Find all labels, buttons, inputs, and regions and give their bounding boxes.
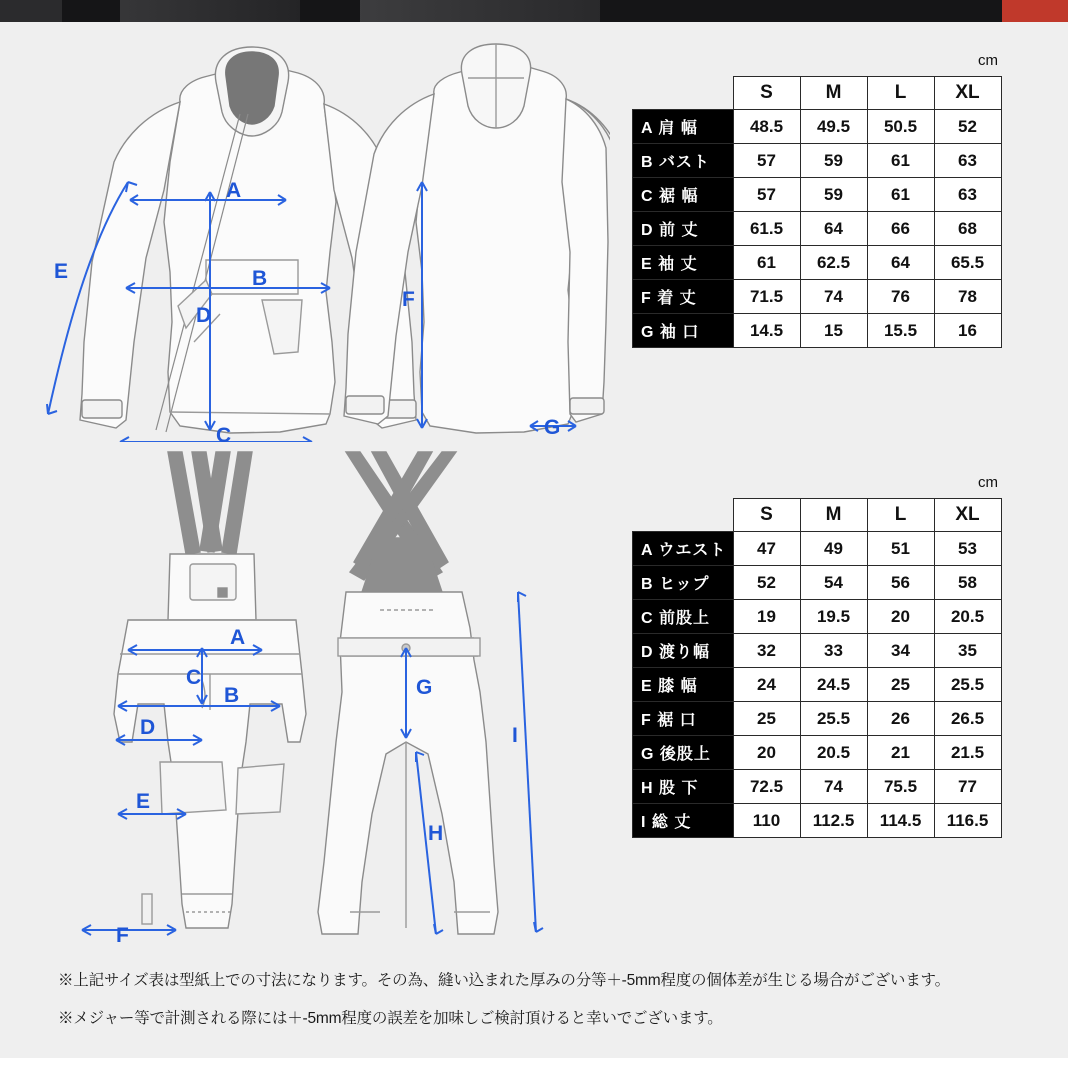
pants-b-l: 56 bbox=[867, 566, 934, 600]
pants-label-C: C bbox=[186, 666, 202, 689]
jacket-a-m: 49.5 bbox=[800, 110, 867, 144]
jacket-c-l: 61 bbox=[867, 178, 934, 212]
pants-f-xl: 26.5 bbox=[934, 702, 1001, 736]
pants-label-G: G bbox=[416, 676, 433, 699]
pants-a-l: 51 bbox=[867, 532, 934, 566]
photo-right-edge bbox=[1002, 0, 1068, 22]
jacket-table-header-row bbox=[633, 77, 1002, 110]
pants-i-xl: 116.5 bbox=[934, 804, 1001, 838]
table-row bbox=[633, 532, 1002, 566]
pants-c-xl: 20.5 bbox=[934, 600, 1001, 634]
jacket-e-m: 62.5 bbox=[800, 246, 867, 280]
pants-d-xl: 35 bbox=[934, 634, 1001, 668]
jacket-row-label-d: D 前 丈 bbox=[633, 212, 734, 246]
pants-b-xl: 58 bbox=[934, 566, 1001, 600]
pants-d-l: 34 bbox=[867, 634, 934, 668]
jacket-g-l: 15.5 bbox=[867, 314, 934, 348]
pants-g-s: 20 bbox=[733, 736, 800, 770]
pants-col-m: M bbox=[800, 499, 867, 532]
pants-g-l: 21 bbox=[867, 736, 934, 770]
table-row bbox=[633, 212, 1002, 246]
jacket-label-E: E bbox=[54, 260, 69, 283]
jacket-unit-label: cm bbox=[978, 52, 998, 69]
pants-h-s: 72.5 bbox=[733, 770, 800, 804]
jacket-f-xl: 78 bbox=[934, 280, 1001, 314]
jacket-label-G: G bbox=[544, 416, 561, 439]
pants-table-corner bbox=[633, 499, 734, 532]
jacket-d-xl: 68 bbox=[934, 212, 1001, 246]
jacket-f-m: 74 bbox=[800, 280, 867, 314]
pants-b-m: 54 bbox=[800, 566, 867, 600]
jacket-a-l: 50.5 bbox=[867, 110, 934, 144]
product-photo-strip bbox=[0, 0, 1068, 22]
table-row bbox=[633, 702, 1002, 736]
pants-row-label-f: F 裾 口 bbox=[633, 702, 734, 736]
table-row bbox=[633, 280, 1002, 314]
pants-e-m: 24.5 bbox=[800, 668, 867, 702]
pants-e-l: 25 bbox=[867, 668, 934, 702]
pants-d-s: 32 bbox=[733, 634, 800, 668]
table-row bbox=[633, 566, 1002, 600]
table-row bbox=[633, 634, 1002, 668]
pants-unit-label: cm bbox=[978, 474, 998, 491]
pants-row-label-c: C 前股上 bbox=[633, 600, 734, 634]
pants-e-s: 24 bbox=[733, 668, 800, 702]
jacket-f-s: 71.5 bbox=[733, 280, 800, 314]
jacket-label-A: A bbox=[226, 179, 242, 202]
table-row bbox=[633, 144, 1002, 178]
jacket-label-C: C bbox=[216, 424, 232, 442]
pants-g-m: 20.5 bbox=[800, 736, 867, 770]
pants-col-s: S bbox=[733, 499, 800, 532]
pants-label-H: H bbox=[428, 822, 444, 845]
jacket-c-m: 59 bbox=[800, 178, 867, 212]
note-line-1: ※上記サイズ表は型紙上での寸法になります。その為、縫い込まれた厚みの分等＋-5mm程度の個体差が生じる場合がございます。 bbox=[58, 972, 950, 989]
page-bottom-bar bbox=[0, 1058, 1068, 1080]
pants-i-l: 114.5 bbox=[867, 804, 934, 838]
pants-d-m: 33 bbox=[800, 634, 867, 668]
note-line-2: ※メジャー等で計測される際には＋-5mm程度の誤差を加味しご検討頂けると幸いでございます。 bbox=[58, 1010, 723, 1027]
pants-row-label-e: E 膝 幅 bbox=[633, 668, 734, 702]
pants-label-I: I bbox=[512, 724, 518, 747]
table-row bbox=[633, 668, 1002, 702]
jacket-col-s: S bbox=[733, 77, 800, 110]
pants-e-xl: 25.5 bbox=[934, 668, 1001, 702]
photo-detail-b bbox=[360, 0, 600, 22]
photo-detail-a bbox=[120, 0, 300, 22]
pants-row-label-i: I 総 丈 bbox=[633, 804, 734, 838]
pants-h-xl: 77 bbox=[934, 770, 1001, 804]
jacket-table-corner bbox=[633, 77, 734, 110]
pants-row-label-b: B ヒップ bbox=[633, 566, 734, 600]
pants-a-m: 49 bbox=[800, 532, 867, 566]
pants-col-l: L bbox=[867, 499, 934, 532]
jacket-label-D: D bbox=[196, 304, 212, 327]
pants-label-A: A bbox=[230, 626, 246, 649]
pants-label-F: F bbox=[116, 924, 129, 942]
pants-h-l: 75.5 bbox=[867, 770, 934, 804]
pants-row-label-h: H 股 下 bbox=[633, 770, 734, 804]
jacket-f-l: 76 bbox=[867, 280, 934, 314]
jacket-g-m: 15 bbox=[800, 314, 867, 348]
pants-col-xl: XL bbox=[934, 499, 1001, 532]
jacket-g-xl: 16 bbox=[934, 314, 1001, 348]
jacket-row-label-b: B バスト bbox=[633, 144, 734, 178]
table-row bbox=[633, 246, 1002, 280]
pants-i-s: 110 bbox=[733, 804, 800, 838]
jacket-illustration bbox=[30, 42, 610, 442]
jacket-col-l: L bbox=[867, 77, 934, 110]
pants-row-label-g: G 後股上 bbox=[633, 736, 734, 770]
jacket-g-s: 14.5 bbox=[733, 314, 800, 348]
jacket-row-label-g: G 袖 口 bbox=[633, 314, 734, 348]
pants-label-E: E bbox=[136, 790, 151, 813]
jacket-row-label-f: F 着 丈 bbox=[633, 280, 734, 314]
table-row bbox=[633, 178, 1002, 212]
size-chart-sheet bbox=[0, 22, 1068, 1058]
jacket-b-xl: 63 bbox=[934, 144, 1001, 178]
jacket-row-label-e: E 袖 丈 bbox=[633, 246, 734, 280]
pants-row-label-d: D 渡り幅 bbox=[633, 634, 734, 668]
pants-c-m: 19.5 bbox=[800, 600, 867, 634]
jacket-b-s: 57 bbox=[733, 144, 800, 178]
table-row bbox=[633, 770, 1002, 804]
pants-size-table bbox=[632, 498, 1002, 838]
jacket-d-s: 61.5 bbox=[733, 212, 800, 246]
jacket-e-xl: 65.5 bbox=[934, 246, 1001, 280]
table-row bbox=[633, 600, 1002, 634]
pants-table-header-row bbox=[633, 499, 1002, 532]
jacket-a-xl: 52 bbox=[934, 110, 1001, 144]
jacket-c-s: 57 bbox=[733, 178, 800, 212]
pants-f-m: 25.5 bbox=[800, 702, 867, 736]
jacket-label-B: B bbox=[252, 267, 268, 290]
pants-a-xl: 53 bbox=[934, 532, 1001, 566]
jacket-size-table bbox=[632, 76, 1002, 348]
pants-f-l: 26 bbox=[867, 702, 934, 736]
pants-label-D: D bbox=[140, 716, 156, 739]
table-row bbox=[633, 314, 1002, 348]
jacket-row-label-a: A 肩 幅 bbox=[633, 110, 734, 144]
jacket-a-s: 48.5 bbox=[733, 110, 800, 144]
table-row bbox=[633, 736, 1002, 770]
pants-c-l: 20 bbox=[867, 600, 934, 634]
jacket-d-l: 66 bbox=[867, 212, 934, 246]
jacket-e-l: 64 bbox=[867, 246, 934, 280]
pants-h-m: 74 bbox=[800, 770, 867, 804]
pants-f-s: 25 bbox=[733, 702, 800, 736]
jacket-b-l: 61 bbox=[867, 144, 934, 178]
jacket-b-m: 59 bbox=[800, 144, 867, 178]
pants-illustration bbox=[50, 442, 590, 942]
jacket-label-F: F bbox=[402, 288, 415, 311]
pants-row-label-a: A ウエスト bbox=[633, 532, 734, 566]
photo-left-edge bbox=[0, 0, 62, 22]
jacket-col-xl: XL bbox=[934, 77, 1001, 110]
pants-g-xl: 21.5 bbox=[934, 736, 1001, 770]
pants-c-s: 19 bbox=[733, 600, 800, 634]
pants-i-m: 112.5 bbox=[800, 804, 867, 838]
pants-a-s: 47 bbox=[733, 532, 800, 566]
jacket-row-label-c: C 裾 幅 bbox=[633, 178, 734, 212]
jacket-col-m: M bbox=[800, 77, 867, 110]
jacket-c-xl: 63 bbox=[934, 178, 1001, 212]
pants-label-B: B bbox=[224, 684, 240, 707]
pants-b-s: 52 bbox=[733, 566, 800, 600]
table-row bbox=[633, 804, 1002, 838]
jacket-e-s: 61 bbox=[733, 246, 800, 280]
table-row bbox=[633, 110, 1002, 144]
jacket-d-m: 64 bbox=[800, 212, 867, 246]
